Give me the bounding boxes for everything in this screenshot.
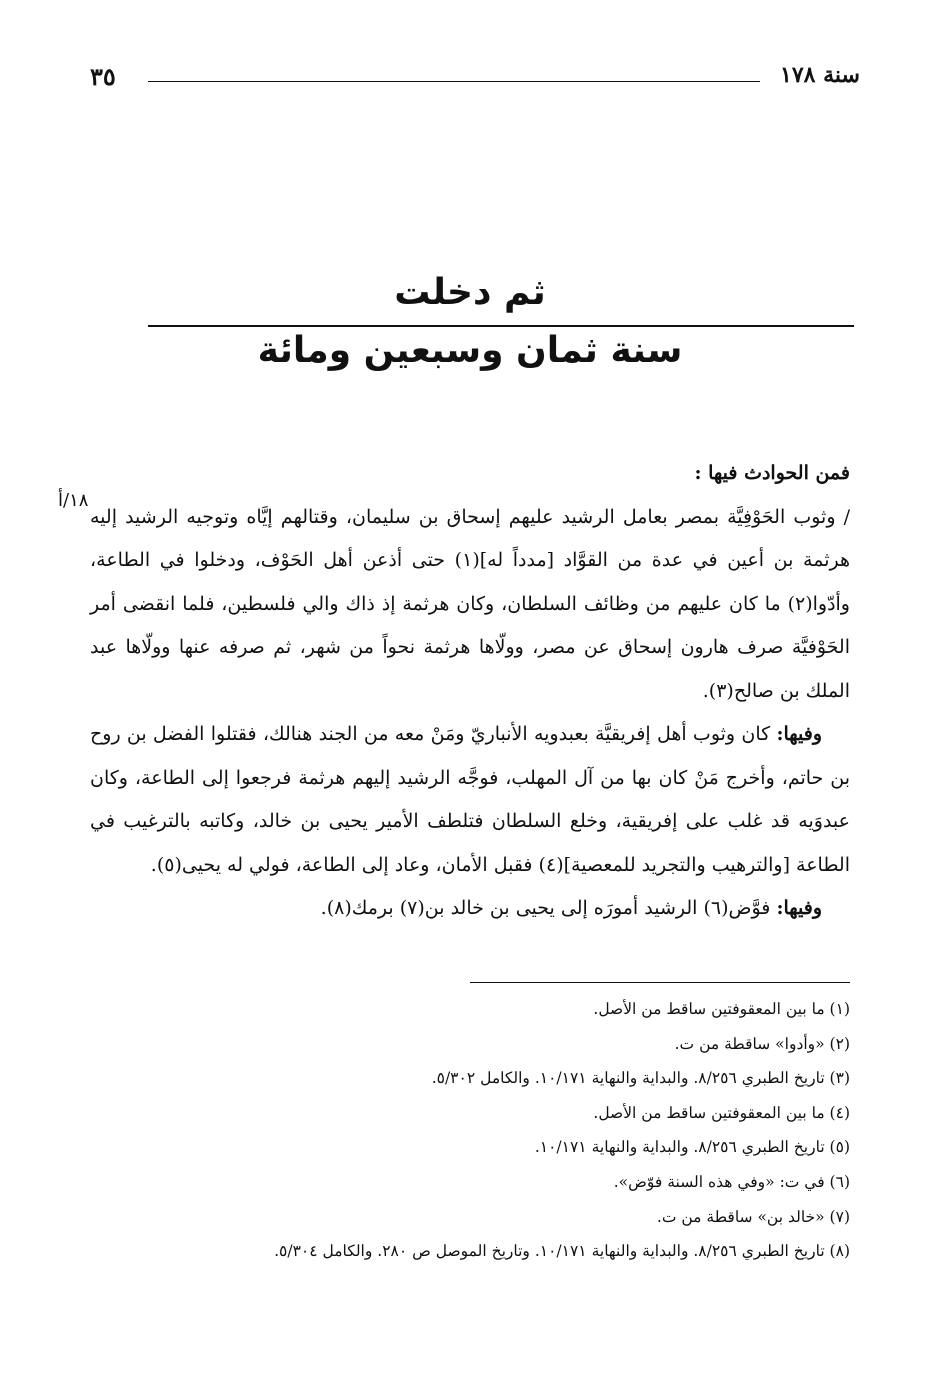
footnote-4: (٤) ما بين المعقوفتين ساقط من الأصل. [593, 1103, 850, 1122]
paragraph-yahya [90, 887, 850, 931]
footnote-separator [470, 982, 850, 983]
footnote-5: (٥) تاريخ الطبري ٨/٢٥٦. والبداية والنهاية ١٠/١٧١. [534, 1138, 850, 1157]
header-rule [148, 81, 760, 82]
header-year-label: سنة ١٧٨ [780, 62, 860, 88]
margin-folio-marker: ١٨/أ [58, 490, 89, 511]
chapter-heading-rule [148, 325, 854, 327]
body-text [90, 452, 850, 931]
running-header [90, 62, 860, 102]
footnote-1: (١) ما بين المعقوفتين ساقط من الأصل. [593, 1000, 850, 1018]
footnote-2: (٢) «وأدوا» ساقطة من ت. [674, 1034, 850, 1053]
paragraph-lead: وفيها: [776, 723, 822, 745]
page-number: ٣٥ [90, 62, 116, 91]
footnote-7: (٧) «خالد بن» ساقطة من ت. [656, 1207, 850, 1226]
events-intro-heading: فمن الحوادث فيها : [694, 462, 850, 484]
footnote-6: (٦) في ت: «وفي هذه السنة فوّض». [613, 1172, 850, 1191]
paragraph-ifriqiya [90, 713, 850, 887]
paragraph-text: فوَّض(٦) الرشيد أمورَه إلى يحيى بن خالد بن(٧) برمك(٨). [320, 897, 777, 919]
chapter-heading-line1: ثم دخلت [394, 272, 546, 313]
footnote-8: (٨) تاريخ الطبري ٨/٢٥٦. والبداية والنهاية ١٠/١٧١. وتاريخ الموصل ص ٢٨٠. والكامل ٥/٣٠٤. [274, 1242, 850, 1261]
footnote-3: (٣) تاريخ الطبري ٨/٢٥٦. والبداية والنهاية ١٠/١٧١. والكامل ٥/٣٠٢. [431, 1069, 850, 1088]
paragraph-text: كان وثوب أهل إفريقيَّة بعبدويه الأنباريّ ومَنْ معه من الجند هنالك، فقتلوا الفضل بن روح بن حاتم، وأخرج مَنْ كان بها من آل المهلب، فوجَّه الرشيد إليهم هرثمة فرجعوا إلى الطاعة، وكان عبدوَيه قد غلب على إفريقية، وخلع السلطان فتلطف الأمير يحيى بن خالد، وكاتبه بالترغيب في الطاعة [والترهيب والتجريد للمعصية](٤) فقبل الأمان، وعاد إلى الطاعة، فولي له يحيى(٥). [90, 723, 850, 876]
paragraph-lead: وفيها: [776, 897, 822, 919]
chapter-heading-line2: سنة ثمان وسبعين ومائة [257, 330, 683, 371]
paragraph-hawfiyya: / وثوب الحَوْفِيَّة بمصر بعامل الرشيد عليهم إسحاق بن سليمان، وقتالهم إيَّاه وتوجيه الرشيد إليه هرثمة بن أعين في عدة من القوَّاد [مدداً له](١) حتى أذعن أهل الحَوْف، ودخلوا في الطاعة، وأدّوا(٢) ما كان عليهم من وظائف السلطان، وكان هرثمة إذ ذاك والي فلسطين، فلما انقضى أمر الحَوْفيَّة صرف هارون إسحاق عن مصر، وولّاها هرثمة نحواً من شهر، ثم صرفه عنها وولّاها عبد الملك بن صالح(٣). [90, 505, 850, 702]
footnotes [90, 992, 850, 1269]
